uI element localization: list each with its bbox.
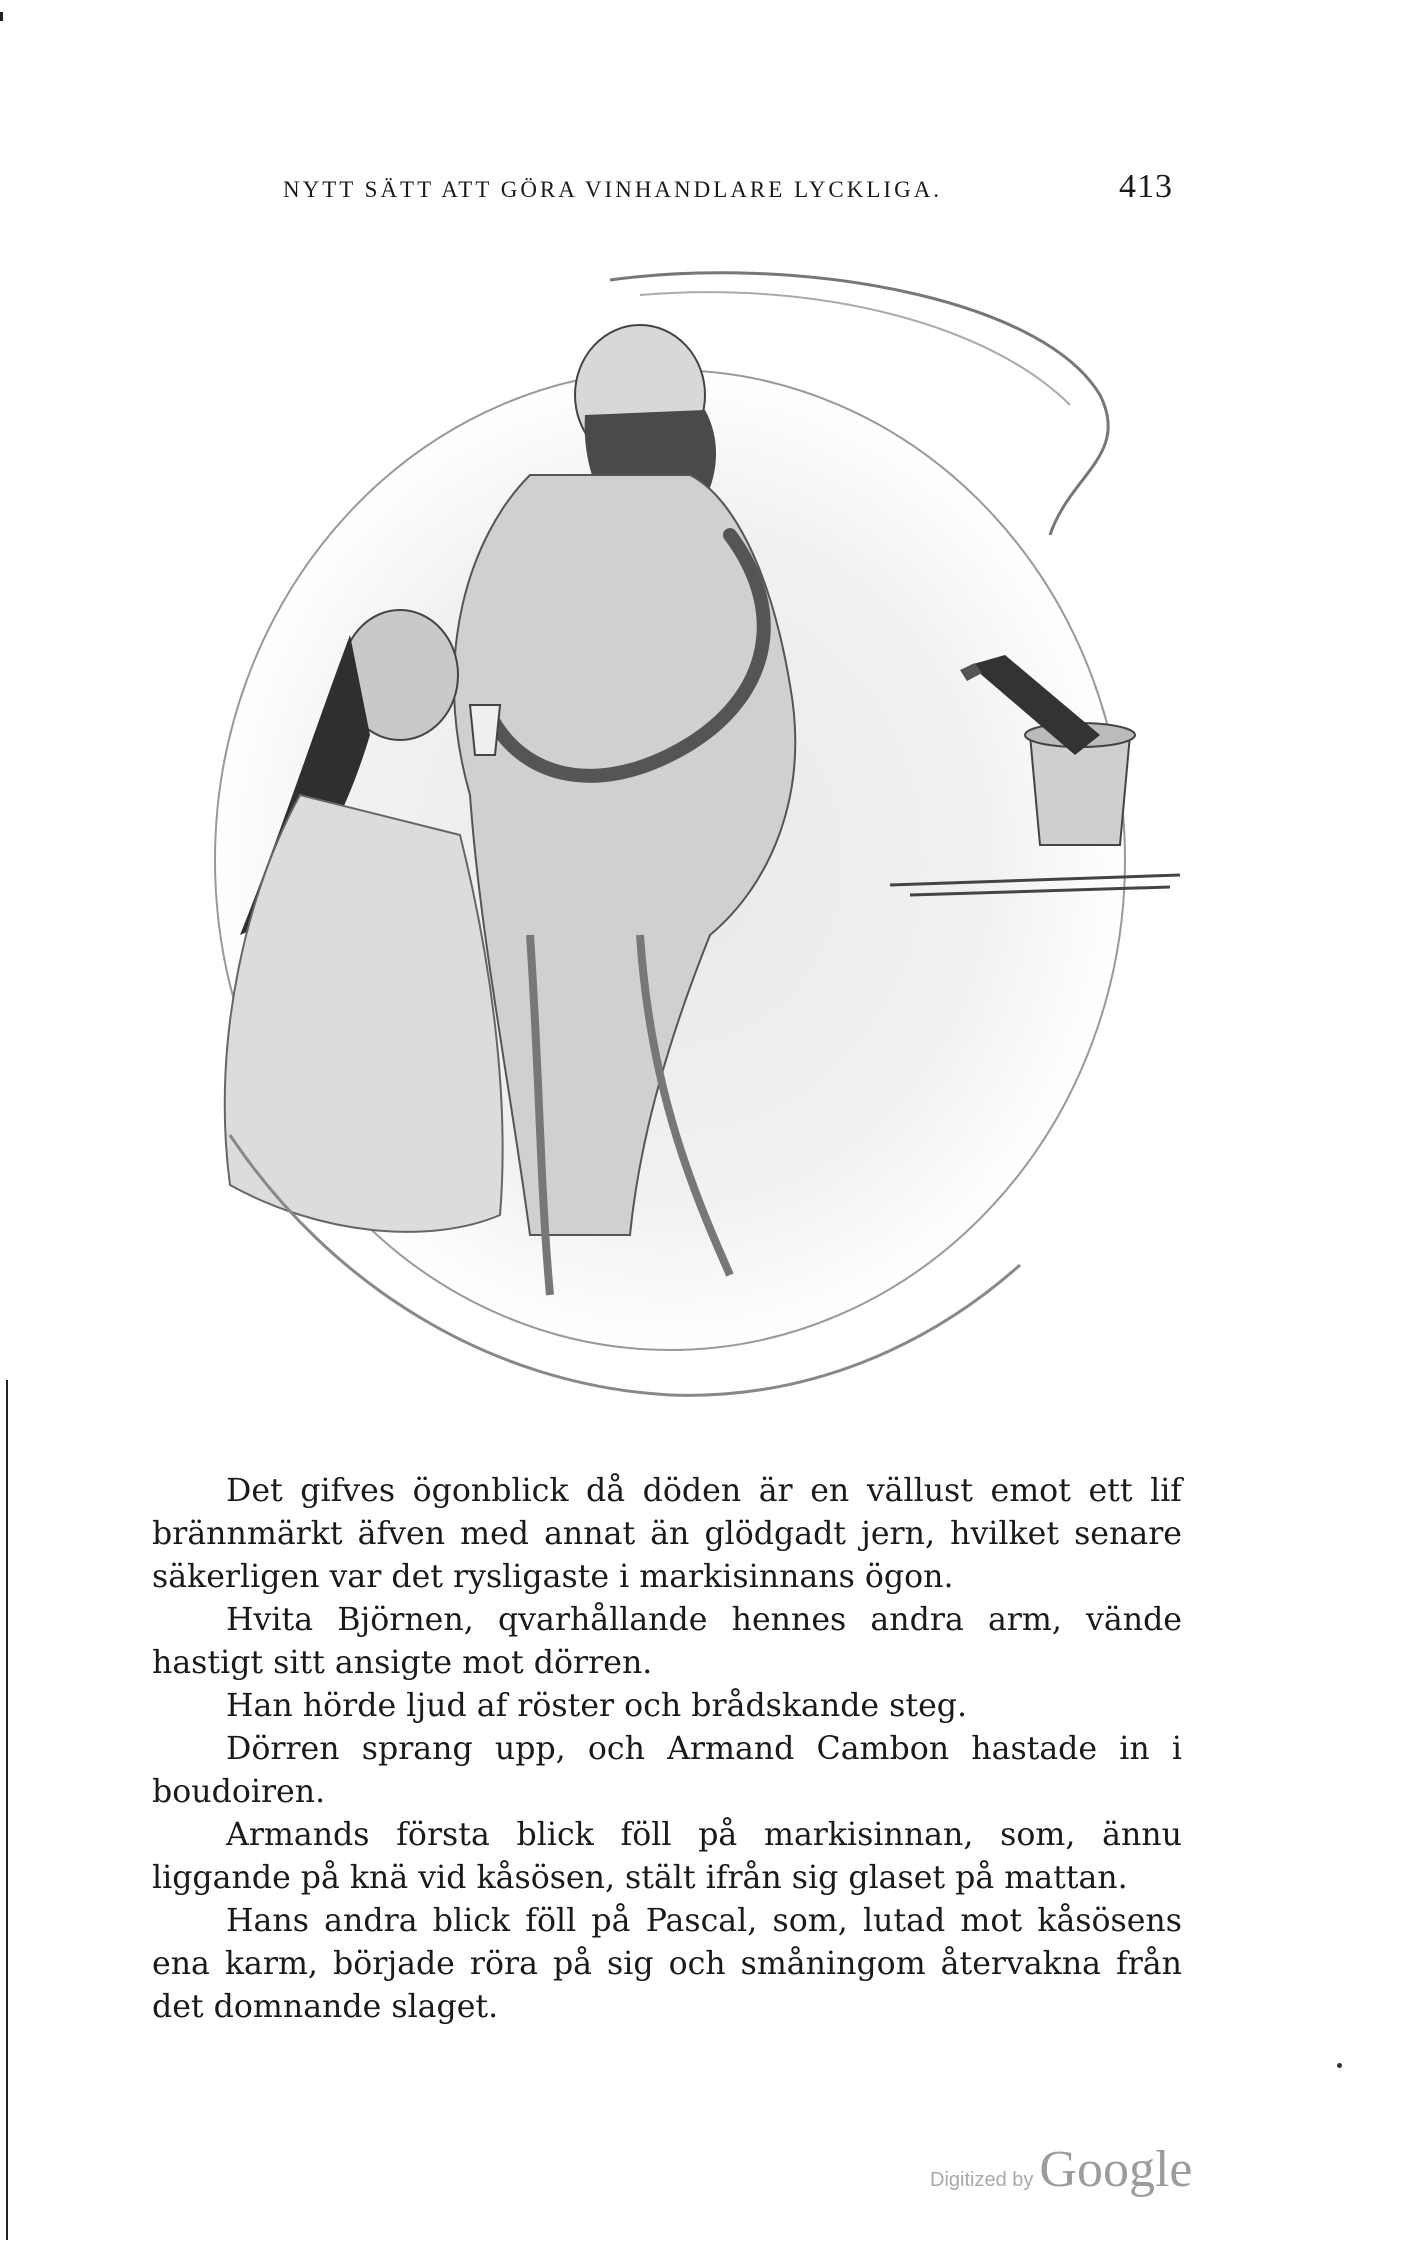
paragraph-4: Dörren sprang upp, och Armand Cambon hastade in i boudoiren. xyxy=(152,1731,1182,1810)
paragraph-1: Det gifves ögonblick då döden är en vällust emot ett lif brännmärkt äfven med annat än glödgadt jern, hvilket senare säkerligen var det rysligaste i markisinnans ögon. xyxy=(152,1473,1182,1595)
margin-mark-left xyxy=(6,1380,8,2240)
paragraph-6: Hans andra blick föll på Pascal, som, lutad mot kåsösens ena karm, började röra på sig och småningom återvakna från det domnande slaget. xyxy=(152,1903,1182,2025)
running-head xyxy=(283,168,1173,206)
watermark-prefix: Digitized by xyxy=(930,2169,1034,2191)
body-text xyxy=(152,1470,1182,2029)
illustration xyxy=(170,235,1210,1440)
held-glass xyxy=(470,705,500,755)
speck-dot xyxy=(1337,2063,1342,2068)
page-number: 413 xyxy=(1119,168,1173,205)
digitized-watermark xyxy=(930,2140,1192,2199)
margin-mark-top xyxy=(0,12,3,21)
paragraph-5: Armands första blick föll på markisinnan, som, ännu liggande på knä vid kåsösen, stält ifrån sig glaset på mattan. xyxy=(152,1817,1182,1896)
paragraph-3: Han hörde ljud af röster och brådskande steg. xyxy=(226,1688,968,1724)
paragraph-2: Hvita Björnen, qvarhållande hennes andra arm, vände hastigt sitt ansigte mot dörren. xyxy=(152,1602,1182,1681)
running-title: NYTT SÄTT ATT GÖRA VINHANDLARE LYCKLIGA. xyxy=(283,177,943,202)
google-logo: Google xyxy=(1039,2141,1193,2198)
